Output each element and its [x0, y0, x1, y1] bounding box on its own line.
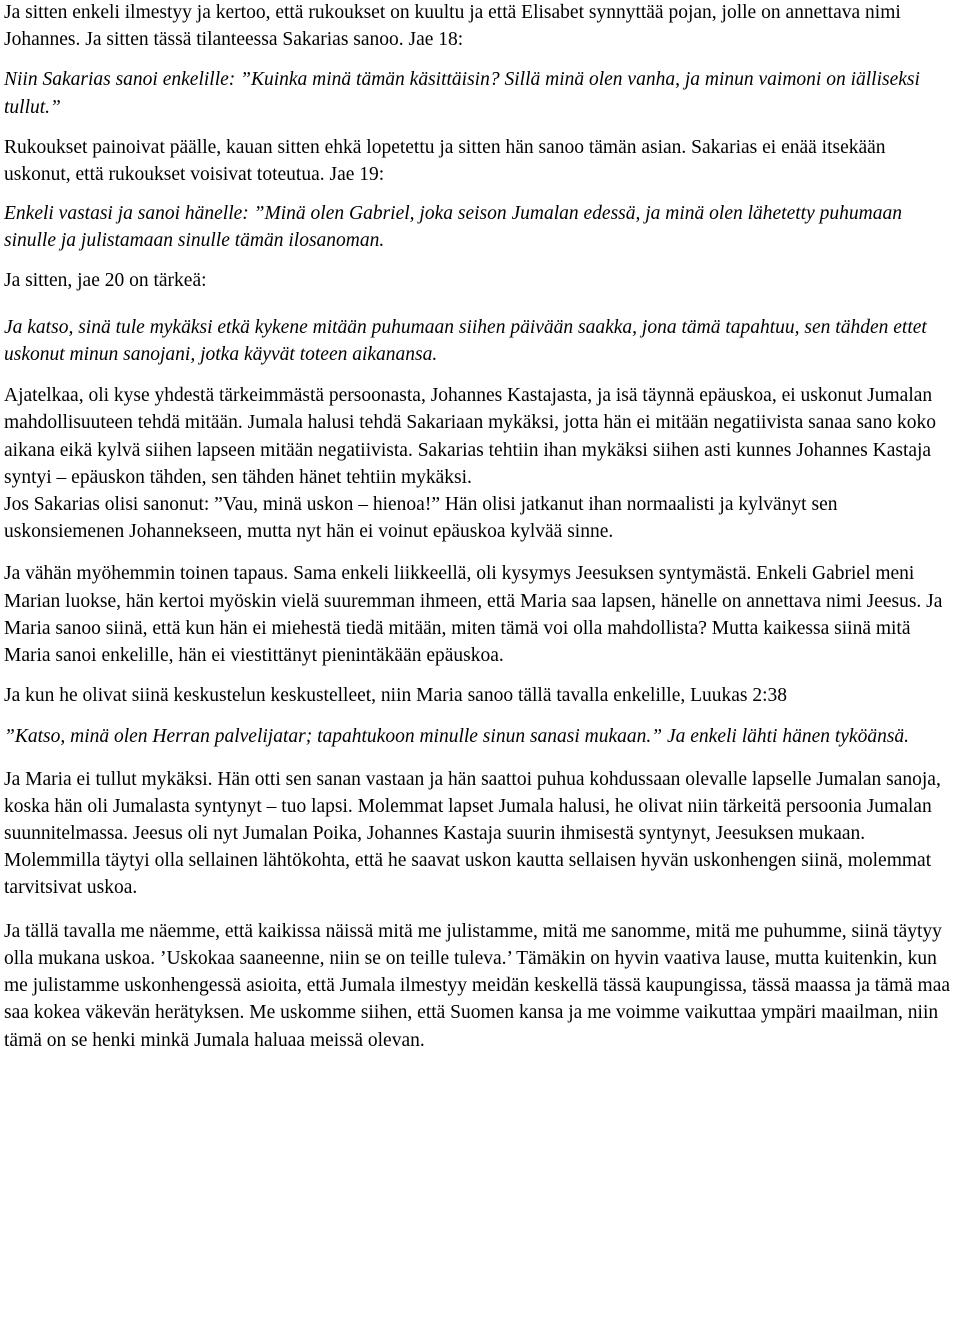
quote-verse-18: Niin Sakarias sanoi enkelille: ”Kuinka minä tämän käsittäisin? Sillä minä olen vanha, ja minun vaimoni on iälliseksi tullut.”	[4, 69, 920, 118]
paragraph-mary-not-mute: Ja Maria ei tullut mykäksi. Hän otti sen sanan vastaan ja hän saattoi puhua kohdussaan olevalle lapselle Jumalan sanoja, koska hän oli Jumalasta syntynyt – tuo lapsi. Molemmat lapset Jumala halusi, he olivat niin tärkeitä persoonia Jumalan suunnitelmassa. Jeesus oli nyt Jumalan Poika, Johannes Kastaja suurin ihmisestä syntynyt, Jeesuksen mukaan. Molemmilla täytyi olla sellainen lähtökohta, että he saavat uskon kautta sellaisen hyvän uskonhengen siinä, molemmat tarvitsivat uskoa.	[4, 768, 941, 899]
paragraph-reflection: Ajatelkaa, oli kyse yhdestä tärkeimmästä persoonasta, Johannes Kastajasta, ja isä täynnä epäuskoa, ei uskonut Jumalan mahdollisuuteen tehdä mitään. Jumala halusi tehdä Sakariaan mykäksi, jotta hän ei mitään negatiivista sanaa sano koko aikana eikä kylvä siihen lapseen mitään negatiivista. Sakarias tehtiin ihan mykäksi siihen asti kunnes Johannes Kastaja syntyi – epäuskon tähden, sen tähden hänet tehtiin mykäksi.	[4, 385, 936, 488]
paragraph-luke-reference: Ja kun he olivat siinä keskustelun keskustelleet, niin Maria sanoo tällä tavalla enkelille, Luukas 2:38	[4, 685, 788, 707]
quote-verse-20: Ja katso, sinä tule mykäksi etkä kykene mitään puhumaan siihen päivään saakka, jona tämä tapahtuu, sen tähden ettet uskonut minun sanojani, jotka käyvät toteen aikanansa.	[4, 316, 927, 366]
paragraph-mary: Ja vähän myöhemmin toinen tapaus. Sama enkeli liikkeellä, oli kysymys Jeesuksen syntymästä. Enkeli Gabriel meni Marian luokse, hän kertoi myöskin vielä suuremman ihmeen, että Maria saa lapsen, hänelle on annettava nimi Jeesus. Ja Maria sanoo siinä, että kun hän ei miehestä tiedä mitään, miten tämä voi olla mahdollista? Mutta kaikessa siinä mitä Maria sanoi enkelille, hän ei viestittänyt pienintäkään epäuskoa.	[4, 563, 943, 667]
paragraph-prayers: Rukoukset painoivat päälle, kauan sitten ehkä lopetettu ja sitten hän sanoo tämän asian. Sakarias ei enää itsekään uskonut, että rukoukset voisivat toteutua. Jae 19:	[4, 136, 886, 186]
paragraph-intro: Ja sitten enkeli ilmestyy ja kertoo, että rukoukset on kuultu ja että Elisabet synnyttää pojan, jolle on annettava nimi Johannes. Ja sitten tässä tilanteessa Sakarias sanoo. Jae 18:	[4, 2, 901, 51]
paragraph-conclusion: Ja tällä tavalla me näemme, että kaikissa näissä mitä me julistamme, mitä me sanomme, mitä me puhumme, siinä täytyy olla mukana uskoa. ’Uskokaa saaneenne, niin se on teille tuleva.’ Tämäkin on hyvin vaativa lause, mutta kuitenkin, kun me julistamme uskonhengessä asioita, että Jumala ilmestyy meidän keskellä tässä kaupungissa, tässä maassa ja tämä maa saa kokea väkevän herätyksen. Me uskomme siihen, että Suomen kansa ja me voimme vaikuttaa ympäri maailman, niin tämä on se henki minkä Jumala haluaa meissä olevan.	[4, 920, 951, 1051]
paragraph-verse-20-intro: Ja sitten, jae 20 on tärkeä:	[4, 269, 207, 291]
quote-luke-2-38: ”Katso, minä olen Herran palvelijatar; tapahtukoon minulle sinun sanasi mukaan.” Ja enkeli lähti hänen tyköänsä.	[4, 726, 910, 748]
quote-verse-19: Enkeli vastasi ja sanoi hänelle: ”Minä olen Gabriel, joka seison Jumalan edessä, ja minä olen lähetetty puhumaan sinulle ja julistamaan sinulle tämän ilosanoman.	[4, 203, 902, 252]
paragraph-if-zacharias: Jos Sakarias olisi sanonut: ”Vau, minä uskon – hienoa!” Hän olisi jatkanut ihan normaalisti ja kylvänyt sen uskonsiemenen Johannekseen, mutta nyt hän ei voinut epäuskoa kylvää sinne.	[4, 494, 838, 543]
document-page	[4, 0, 956, 1054]
